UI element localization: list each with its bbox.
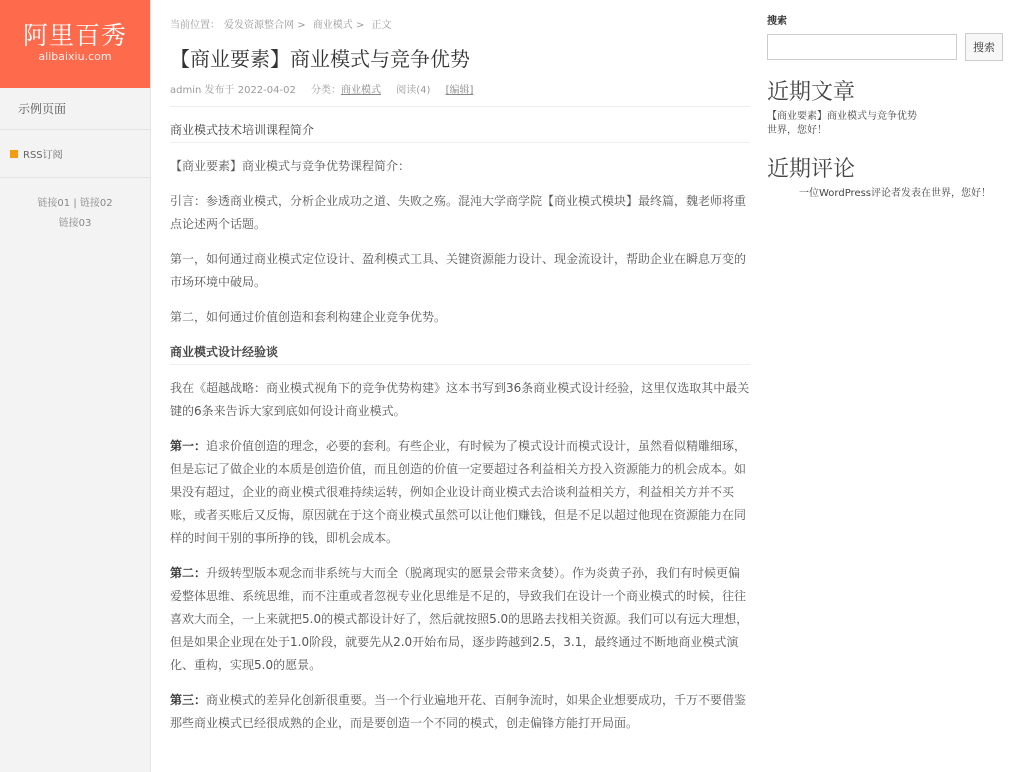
article-paragraph: 第一，如何通过商业模式定位设计、盈利模式工具、关键资源能力设计、现金流设计，帮助企业在瞬息万变的市场环境中破局。 xyxy=(170,252,747,289)
recent-post-link[interactable]: 【商业要素】商业模式与竞争优势 xyxy=(767,111,917,122)
article-paragraph: 第二，如何通过价值创造和套利构建企业竞争优势。 xyxy=(170,310,447,324)
recent-posts-list xyxy=(767,110,1012,138)
link-separator: | xyxy=(73,198,77,209)
breadcrumb-sep: > xyxy=(355,20,365,31)
breadcrumb-category[interactable]: 商业模式 xyxy=(312,20,353,31)
article-reads: 阅读(4) xyxy=(396,85,431,96)
rss-label: RSS订阅 xyxy=(23,150,63,161)
article-paragraph: 引言：参透商业模式，分析企业成功之道、失败之殇。混沌大学商学院【商业模式模块】最终篇，魏老师将重点论述两个话题。 xyxy=(170,194,747,231)
paragraph-lead: 第一： xyxy=(170,439,207,453)
search-input[interactable] xyxy=(767,34,957,60)
recent-posts-title: 近期文章 xyxy=(767,80,856,105)
paragraph-lead: 第二： xyxy=(170,566,207,580)
friend-link-01[interactable]: 链接01 xyxy=(37,198,71,209)
paragraph-text: 商业模式的差异化创新很重要。当一个行业遍地开花、百舸争流时，如果企业想要成功，千万不要借鉴那些商业模式已经很成熟的企业，而是要创造一个不同的模式，创走偏锋方能打开局面。 xyxy=(170,693,747,730)
published-label: 发布于 xyxy=(204,85,235,96)
category-label: 分类： xyxy=(311,85,342,96)
article-paragraph: 【商业要素】商业模式与竞争优势课程简介： xyxy=(170,159,411,173)
main-content xyxy=(170,0,750,735)
friend-link-03[interactable]: 链接03 xyxy=(58,218,92,229)
article-author: admin xyxy=(170,85,202,96)
rss-icon xyxy=(10,150,18,158)
search-label: 搜索 xyxy=(767,16,787,27)
breadcrumb xyxy=(170,16,750,31)
right-sidebar xyxy=(767,0,1012,201)
article-paragraph xyxy=(170,689,750,735)
paragraph-lead: 第三： xyxy=(170,693,207,707)
edit-link[interactable]: [编辑] xyxy=(445,85,474,96)
friend-link-02[interactable]: 链接02 xyxy=(79,198,113,209)
paragraph-text: 追求价值创造的理念，必要的套利。有些企业，有时候为了模式设计而模式设计，虽然看似精雕细琢，但是忘记了做企业的本质是创造价值，而且创造的价值一定要超过各利益相关方投入资源能力的机会成本。如果没有超过，企业的商业模式很难持续运转，例如企业设计商业模式去洽谈利益相关方，利益相关方并不买账，或者买账后又反悔，原因就在于这个商业模式虽然可以让他们赚钱，但是不足以超过他现在资源能力在同样的时间干别的事所挣的钱，即机会成本。 xyxy=(170,439,747,545)
search-form xyxy=(767,33,1012,61)
breadcrumb-sep: > xyxy=(297,20,306,31)
rss-link[interactable] xyxy=(0,130,150,178)
breadcrumb-current: 正文 xyxy=(371,20,392,31)
logo-domain: alibaixiu.com xyxy=(38,50,112,63)
article-category-link[interactable]: 商业模式 xyxy=(341,85,382,96)
recent-comments-title: 近期评论 xyxy=(767,157,856,182)
recent-comment-item[interactable]: 一位WordPress评论者发表在世界，您好！ xyxy=(799,188,992,199)
article-title: 【商业要素】商业模式与竞争优势 xyxy=(170,47,470,71)
search-button[interactable]: 搜索 xyxy=(965,33,1003,61)
article-meta xyxy=(170,81,750,107)
article-paragraph xyxy=(170,562,750,677)
nav-item-sample-page[interactable]: 示例页面 xyxy=(0,88,150,130)
paragraph-text: 升级转型版本观念而非系统与大而全（脱离现实的愿景会带来贪婪）。作为炎黄子孙，我们有时候更偏爱整体思维、系统思维，而不注重或者忽视专业化思维是不足的，导致我们在设计一个商业模式的时候，往往喜欢大而全，一上来就把5.0的模式都设计好了，然后就按照5.0的思路去找相关资源。我们可以有远大理想，但是如果企业现在处于1.0阶段，就要先从2.0开始布局，逐步跨越到2.5，3.1，最终通过不断地商业模式演化、重构，实现5.0的愿景。 xyxy=(170,566,749,672)
section-heading: 商业模式技术培训课程简介 xyxy=(170,107,750,143)
site-logo[interactable] xyxy=(0,0,150,88)
left-sidebar xyxy=(0,0,151,772)
breadcrumb-home[interactable]: 爱发资源整合网 xyxy=(224,20,294,31)
section-heading: 商业模式设计经验谈 xyxy=(170,329,750,365)
recent-post-link[interactable]: 世界，您好！ xyxy=(767,125,827,136)
logo-title: 阿里百秀 xyxy=(22,21,127,50)
friend-links xyxy=(0,178,150,250)
article-paragraph xyxy=(170,435,750,550)
article-date: 2022-04-02 xyxy=(237,85,296,96)
article-paragraph: 我在《超越战略：商业模式视角下的竞争优势构建》这本书写到36条商业模式设计经验，这里仅选取其中最关键的6条来告诉大家到底如何设计商业模式。 xyxy=(170,381,750,418)
breadcrumb-prefix: 当前位置： xyxy=(170,20,220,31)
